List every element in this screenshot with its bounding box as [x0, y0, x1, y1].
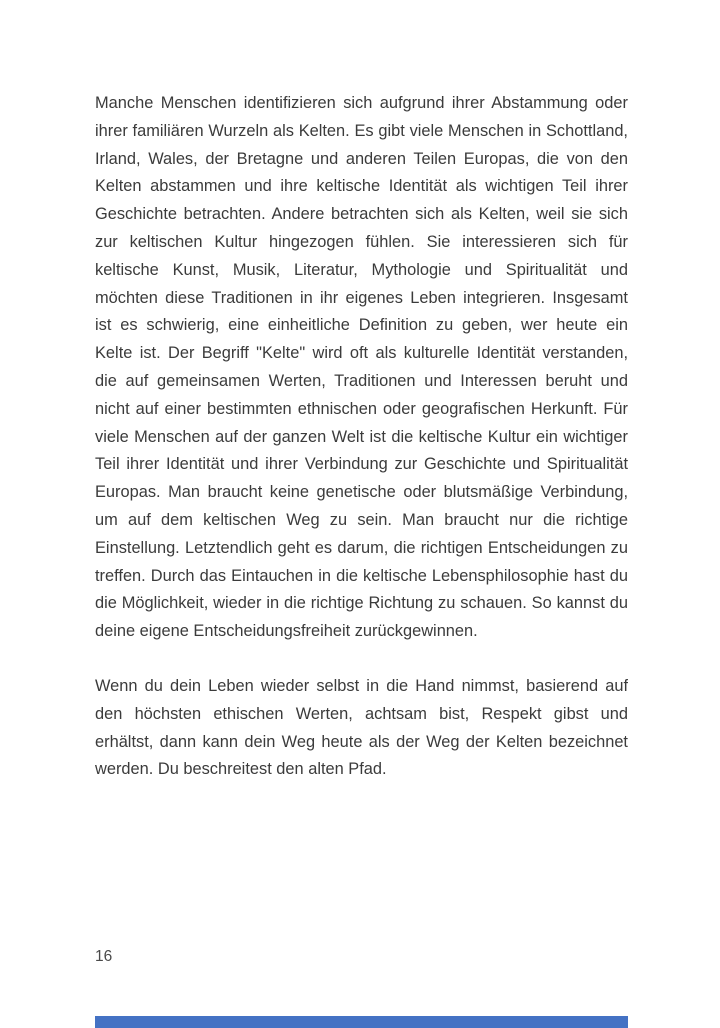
text-line: Geschichte betrachten. Andere betrachten sich als Kelten, weil sie sich [95, 205, 628, 224]
text-line: Teil ihrer Identität und ihrer Verbindung zur Geschichte und Spiritualität [95, 455, 628, 474]
text-line: Einstellung. Letztendlich geht es darum, die richtigen Entscheidungen zu [95, 538, 628, 557]
text-line: deine eigene Entscheidungsfreiheit zurückgewinnen. [95, 622, 478, 641]
text-line: keltische Kunst, Musik, Literatur, Mythologie und Spiritualität und [95, 260, 628, 279]
text-line: werden. Du beschreitest den alten Pfad. [95, 760, 387, 779]
text-line: ist es schwierig, eine einheitliche Definition zu geben, wer heute ein [95, 316, 628, 335]
text-line: nicht auf einer bestimmten ethnischen oder geografischen Herkunft. Für [95, 399, 628, 418]
text-line: die auf gemeinsamen Werten, Traditionen und Interessen beruht und [95, 371, 628, 390]
text-line: treffen. Durch das Eintauchen in die keltische Lebensphilosophie hast du [95, 566, 628, 585]
text-line: zur keltischen Kultur hingezogen fühlen. Sie interessieren sich für [95, 232, 628, 251]
text-line: Kelten abstammen und ihre keltische Identität als wichtigen Teil ihrer [95, 177, 628, 196]
text-line: Europas. Man braucht keine genetische oder blutsmäßige Verbindung, [95, 483, 628, 502]
text-line: erhältst, dann kann dein Weg heute als der Weg der Kelten bezeichnet [95, 732, 628, 751]
text-line: Kelte ist. Der Begriff "Kelte" wird oft als kulturelle Identität verstanden, [95, 344, 628, 363]
text-line: ihrer familiären Wurzeln als Kelten. Es gibt viele Menschen in Schottland, [95, 121, 628, 140]
text-line: die Möglichkeit, wieder in die richtige Richtung zu schauen. So kannst du [95, 594, 628, 613]
text-line: den höchsten ethischen Werten, achtsam bist, Respekt gibst und [95, 704, 628, 723]
text-line: viele Menschen auf der ganzen Welt ist die keltische Kultur ein wichtiger [95, 427, 628, 446]
page-number: 16 [95, 948, 113, 965]
body-paragraph [95, 90, 628, 646]
text-line: Wenn du dein Leben wieder selbst in die Hand nimmst, basierend auf [95, 676, 628, 695]
text-line: Manche Menschen identifizieren sich aufgrund ihrer Abstammung oder [95, 94, 628, 112]
text-line: um auf dem keltischen Weg zu sein. Man braucht nur die richtige [95, 510, 628, 529]
text-column [95, 90, 628, 784]
body-paragraph [95, 673, 628, 784]
text-line: Irland, Wales, der Bretagne und anderen Teilen Europas, die von den [95, 149, 628, 168]
text-line: möchten diese Traditionen in ihr eigenes Leben integrieren. Insgesamt [95, 288, 628, 307]
bottom-accent-bar [95, 1016, 628, 1028]
